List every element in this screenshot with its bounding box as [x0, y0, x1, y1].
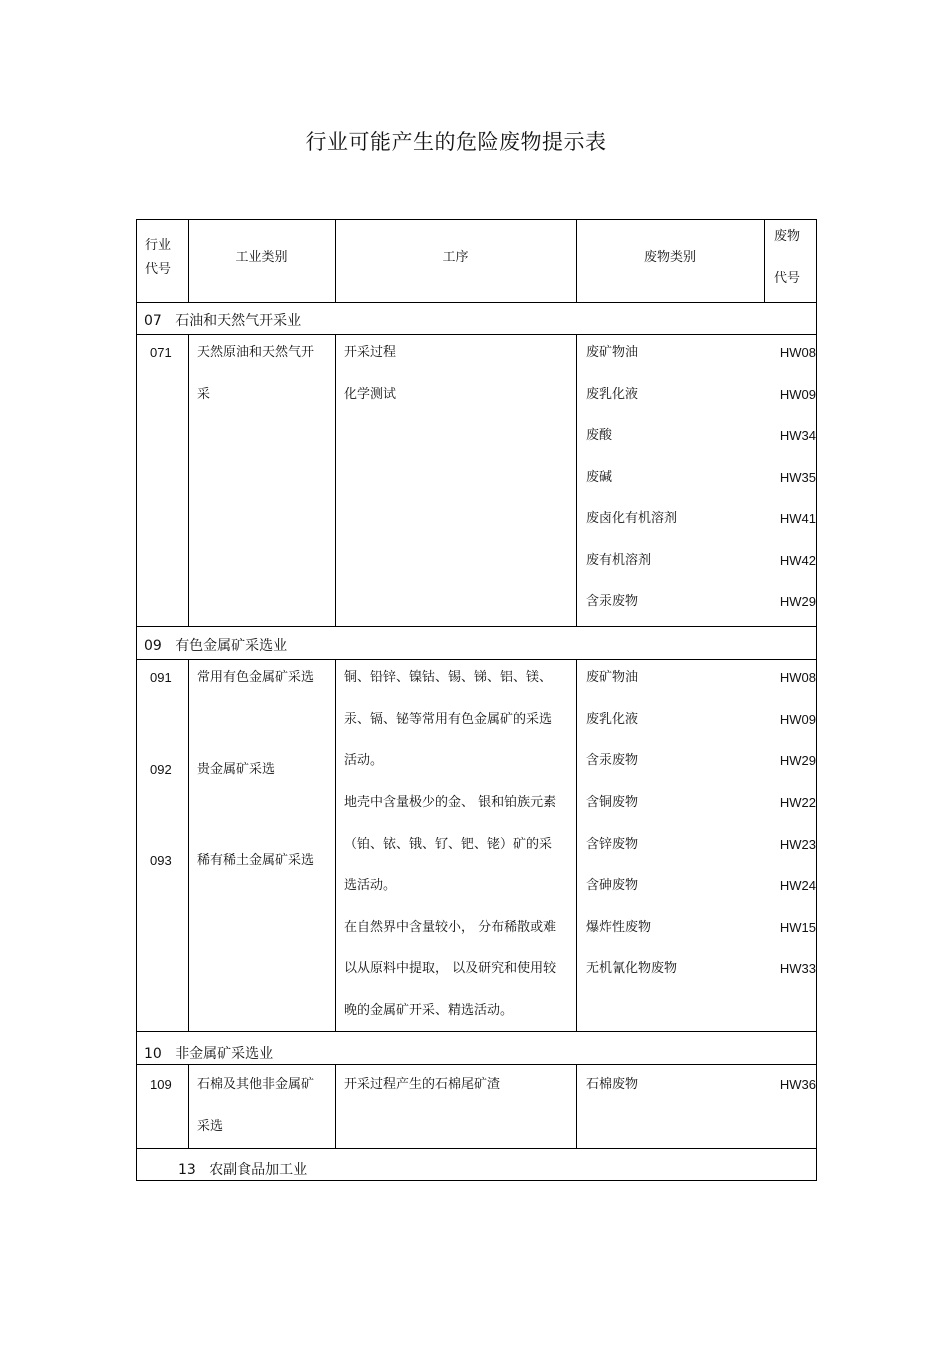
waste-code: HW09 — [779, 387, 816, 402]
process-text: 铜、铅锌、镍钴、锡、锑、铝、镁、 — [344, 670, 553, 685]
industry-code: 093 — [150, 853, 172, 868]
table-rule — [335, 1064, 336, 1148]
waste-code: HW42 — [779, 553, 816, 568]
section-heading — [144, 1045, 273, 1063]
waste-category: 废乳化液 — [586, 387, 639, 402]
industry-code: 091 — [150, 670, 172, 685]
table-rule — [576, 1064, 577, 1148]
waste-category: 废酸 — [586, 428, 613, 443]
waste-code: HW09 — [779, 712, 816, 727]
industry-category: 采 — [197, 387, 211, 402]
waste-code: HW34 — [779, 428, 816, 443]
industry-category: 天然原油和天然气开 — [197, 345, 315, 360]
header-waste-category: 废物类别 — [643, 250, 696, 265]
header-industry-category: 工业类别 — [235, 250, 288, 265]
process-text: 化学测试 — [344, 387, 397, 402]
waste-category: 废乳化液 — [586, 712, 639, 727]
waste-category: 石棉废物 — [586, 1077, 639, 1092]
section-code: 10 — [144, 1046, 162, 1062]
industry-code: 092 — [150, 762, 172, 777]
process-text: 开采过程产生的石棉尾矿渣 — [344, 1077, 501, 1092]
process-text: （铂、铱、锇、钌、钯、铑）矿的采 — [344, 837, 553, 852]
header-waste-code: 代号 — [774, 271, 801, 286]
table-rule — [136, 659, 817, 660]
table-rule — [576, 334, 577, 626]
waste-code: HW29 — [779, 753, 816, 768]
hazardous-waste-table — [136, 219, 817, 1181]
waste-code: HW36 — [779, 1077, 816, 1092]
waste-code: HW15 — [779, 920, 816, 935]
table-rule — [816, 219, 817, 1181]
table-rule — [136, 1180, 817, 1181]
table-rule — [136, 334, 817, 335]
table-rule — [136, 1064, 817, 1065]
section-code: 07 — [144, 313, 162, 329]
table-rule — [576, 659, 577, 1031]
table-rule — [188, 334, 189, 626]
waste-code: HW22 — [779, 795, 816, 810]
waste-category: 含汞废物 — [586, 594, 639, 609]
industry-category: 石棉及其他非金属矿 — [197, 1077, 315, 1092]
section-name: 有色金属矿采选业 — [175, 638, 288, 654]
waste-category: 废卤化有机溶剂 — [586, 511, 678, 526]
table-rule — [136, 219, 137, 1181]
header-process: 工序 — [442, 250, 469, 265]
section-name: 石油和天然气开采业 — [175, 313, 302, 329]
waste-code: HW08 — [779, 345, 816, 360]
table-rule — [136, 302, 817, 303]
table-rule — [188, 659, 189, 1031]
section-heading — [144, 312, 301, 330]
process-text: 地壳中含量极少的金、 银和铂族元素 — [344, 795, 557, 810]
waste-code: HW23 — [779, 837, 816, 852]
table-rule — [764, 219, 765, 302]
waste-category: 废有机溶剂 — [586, 553, 652, 568]
industry-category: 贵金属矿采选 — [197, 762, 276, 777]
waste-category: 含砷废物 — [586, 878, 639, 893]
table-rule — [136, 219, 817, 220]
process-text: 选活动。 — [344, 878, 397, 893]
waste-category: 废碱 — [586, 470, 613, 485]
table-rule — [136, 1148, 817, 1149]
header-industry-code: 代号 — [145, 262, 172, 277]
process-text: 以从原料中提取， 以及研究和使用较 — [344, 961, 557, 976]
industry-category: 常用有色金属矿采选 — [197, 670, 315, 685]
waste-code: HW35 — [779, 470, 816, 485]
waste-code: HW24 — [779, 878, 816, 893]
industry-category: 采选 — [197, 1119, 224, 1134]
table-rule — [335, 334, 336, 626]
process-text: 汞、镉、铋等常用有色金属矿的采选 — [344, 712, 553, 727]
waste-code: HW41 — [779, 511, 816, 526]
waste-code: HW08 — [779, 670, 816, 685]
process-text: 开采过程 — [344, 345, 397, 360]
waste-category: 含汞废物 — [586, 753, 639, 768]
table-rule — [136, 626, 817, 627]
waste-category: 无机氰化物废物 — [586, 961, 678, 976]
table-rule — [335, 659, 336, 1031]
section-code: 09 — [144, 638, 162, 654]
table-rule — [188, 1064, 189, 1148]
waste-category: 废矿物油 — [586, 345, 639, 360]
header-industry-code: 行业 — [145, 238, 172, 253]
section-heading — [178, 1161, 307, 1179]
section-code: 13 — [178, 1162, 196, 1178]
page-title: 行业可能产生的危险废物提示表 — [305, 130, 607, 154]
waste-code: HW33 — [779, 961, 816, 976]
header-waste-code: 废物 — [774, 229, 801, 244]
waste-category: 废矿物油 — [586, 670, 639, 685]
industry-code: 109 — [150, 1077, 172, 1092]
table-rule — [136, 1031, 817, 1032]
waste-category: 爆炸性废物 — [586, 920, 652, 935]
section-name: 非金属矿采选业 — [175, 1046, 274, 1062]
process-text: 晚的金属矿开采、精选活动。 — [344, 1003, 514, 1018]
section-name: 农副食品加工业 — [209, 1162, 308, 1178]
section-heading — [144, 637, 287, 655]
process-text: 在自然界中含量较小， 分布稀散或难 — [344, 920, 557, 935]
industry-category: 稀有稀土金属矿采选 — [197, 853, 315, 868]
waste-category: 含铜废物 — [586, 795, 639, 810]
process-text: 活动。 — [344, 753, 384, 768]
industry-code: 071 — [150, 345, 172, 360]
waste-code: HW29 — [779, 594, 816, 609]
waste-category: 含锌废物 — [586, 837, 639, 852]
